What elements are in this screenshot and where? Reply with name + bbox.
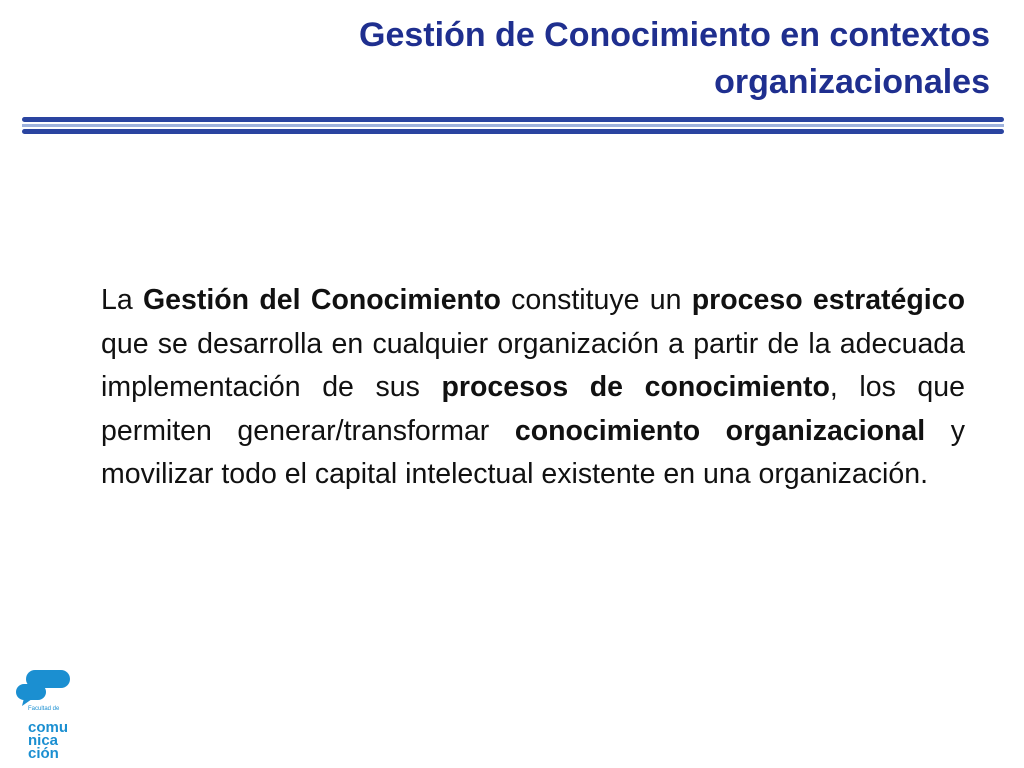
title-line-1: Gestión de Conocimiento en contextos [359,16,990,54]
bold-term: procesos de conocimiento [441,371,830,403]
logo-text-line-1: comu [28,719,69,736]
logo-small-text: Facultad de [28,706,60,712]
paragraph-text: que se desarrolla en cualquier organización a partir de la adecuada implementación de sus [101,327,965,403]
paragraph-text: La [101,284,143,316]
title-rule-bottom [22,129,1004,134]
bold-term: conocimiento organizacional [514,414,926,447]
paragraph-text: constituye un [500,284,692,316]
slide-title [90,12,990,106]
body-paragraph [101,279,965,497]
speech-bubbles-icon [14,670,74,710]
paragraph-text: , los que permiten generar/transformar [101,371,965,447]
paragraph-text: y movilizar todo el capital intelectual existente en una organización. [101,414,966,490]
faculty-logo [14,670,74,762]
logo-text-line-2: nica [28,732,59,749]
title-rule-top [22,117,1004,122]
logo-text-line-3: ción [28,745,59,762]
bold-term: Gestión del Conocimiento [143,284,501,316]
title-line-2: organizacionales [714,63,990,101]
bold-term: proceso estratégico [691,284,965,316]
title-rule-middle [22,124,1004,127]
